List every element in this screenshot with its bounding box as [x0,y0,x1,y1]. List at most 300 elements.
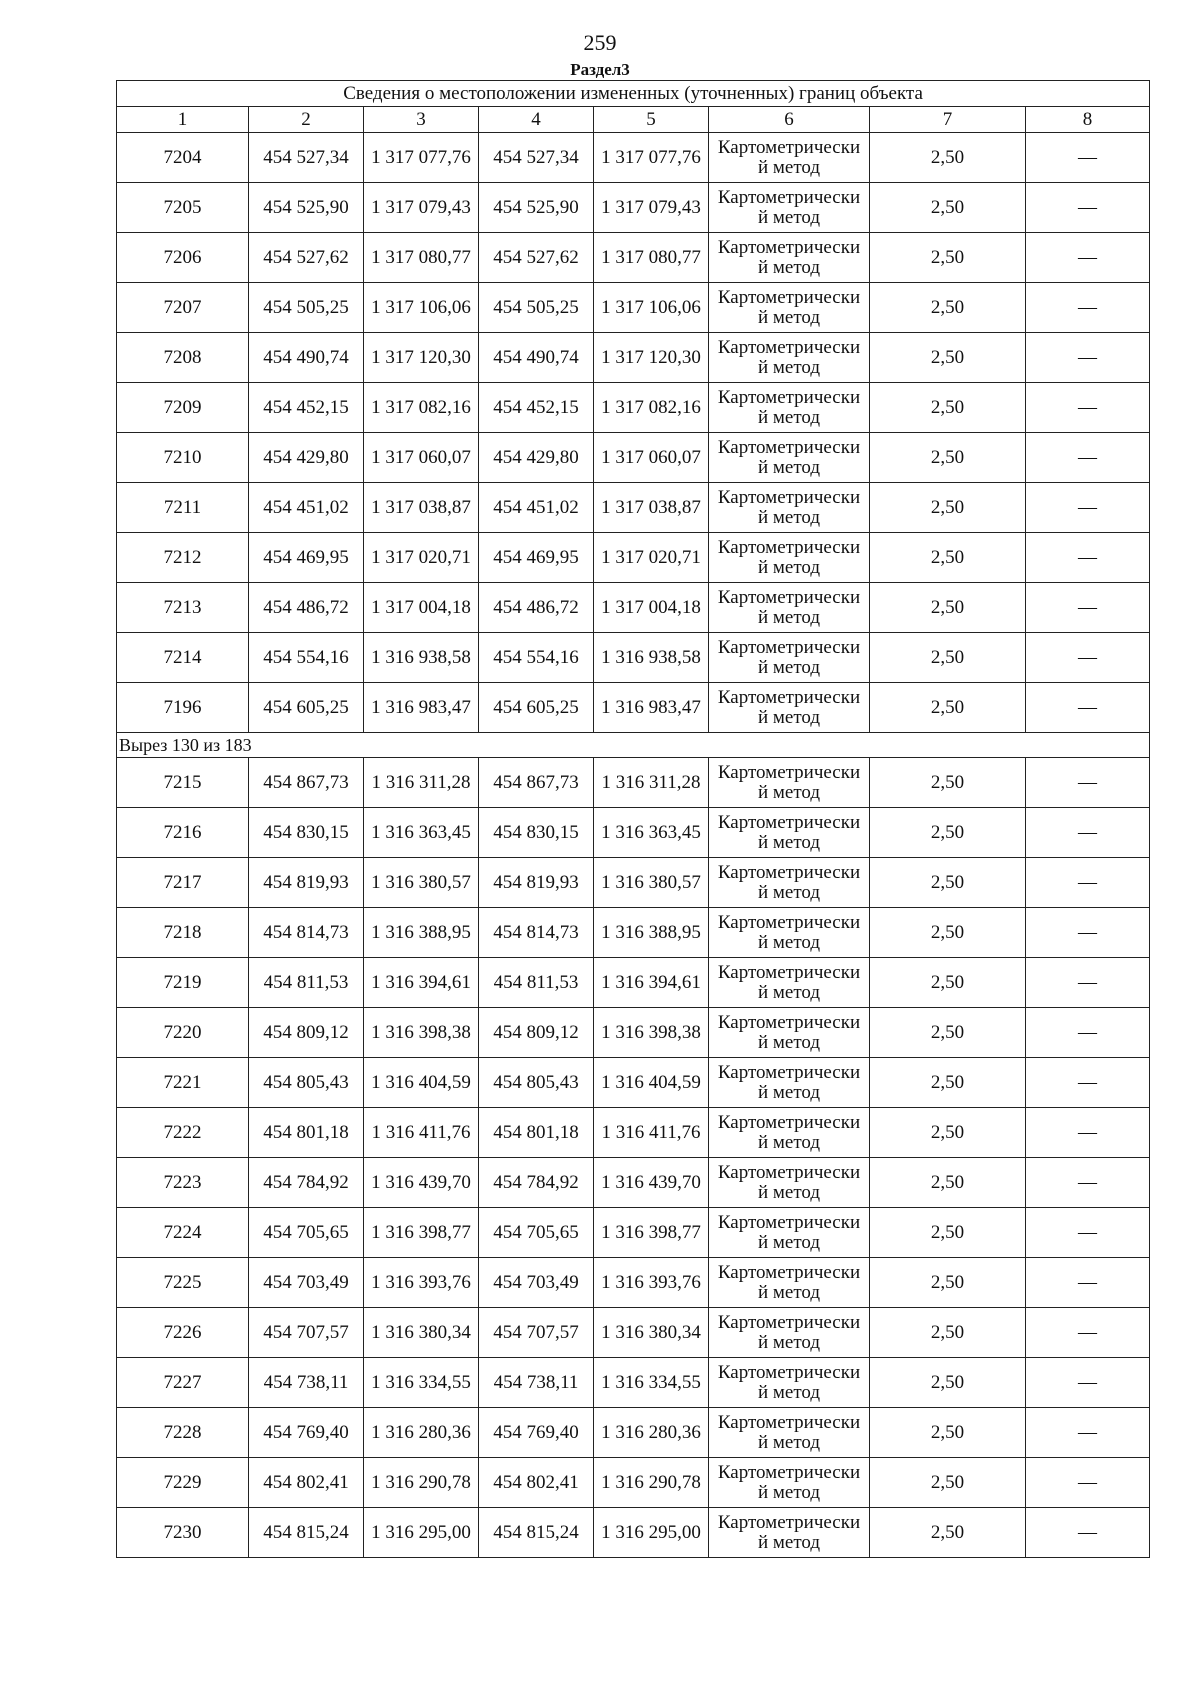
x-old-cell: 454 527,34 [249,133,364,183]
accuracy-cell: 2,50 [870,958,1026,1008]
method-line-1: Картометрически [717,1411,861,1433]
point-number-cell: 7216 [117,808,249,858]
point-number-cell: 7212 [117,533,249,583]
table-row [117,1008,1150,1058]
accuracy-cell: 2,50 [870,1158,1026,1208]
table-row [117,383,1150,433]
x-old-cell: 454 801,18 [249,1108,364,1158]
point-number-cell: 7210 [117,433,249,483]
x-old-cell: 454 819,93 [249,858,364,908]
y-old-cell: 1 316 398,77 [364,1208,479,1258]
table-row [117,1508,1150,1558]
y-new-cell: 1 317 082,16 [594,383,709,433]
method-line-1: Картометрически [717,286,861,308]
point-number-cell: 7209 [117,383,249,433]
x-new-cell: 454 814,73 [479,908,594,958]
x-old-cell: 454 451,02 [249,483,364,533]
y-old-cell: 1 317 060,07 [364,433,479,483]
method-line-2: й метод [757,206,821,228]
accuracy-cell: 2,50 [870,808,1026,858]
description-cell: — [1026,1058,1150,1108]
method-line-1: Картометрически [717,1011,861,1033]
y-old-cell: 1 316 393,76 [364,1258,479,1308]
point-number-cell: 7208 [117,333,249,383]
x-new-cell: 454 527,62 [479,233,594,283]
x-new-cell: 454 505,25 [479,283,594,333]
method-line-2: й метод [757,1431,821,1453]
point-number-cell: 7229 [117,1458,249,1508]
x-new-cell: 454 769,40 [479,1408,594,1458]
method-line-1: Картометрически [717,1161,861,1183]
accuracy-cell: 2,50 [870,1308,1026,1358]
x-new-cell: 454 527,34 [479,133,594,183]
table-row [117,908,1150,958]
method-line-1: Картометрически [717,861,861,883]
method-line-1: Картометрически [717,1261,861,1283]
y-old-cell: 1 316 363,45 [364,808,479,858]
accuracy-cell: 2,50 [870,183,1026,233]
method-cell [709,483,870,533]
accuracy-cell: 2,50 [870,583,1026,633]
x-old-cell: 454 809,12 [249,1008,364,1058]
method-line-2: й метод [757,306,821,328]
column-header-6: 6 [709,107,870,133]
description-cell: — [1026,383,1150,433]
y-old-cell: 1 317 077,76 [364,133,479,183]
y-new-cell: 1 316 404,59 [594,1058,709,1108]
method-line-2: й метод [757,506,821,528]
column-header-8: 8 [1026,107,1150,133]
point-number-cell: 7223 [117,1158,249,1208]
method-line-1: Картометрически [717,236,861,258]
x-old-cell: 454 705,65 [249,1208,364,1258]
method-line-2: й метод [757,406,821,428]
description-cell: — [1026,533,1150,583]
y-old-cell: 1 316 398,38 [364,1008,479,1058]
point-number-cell: 7226 [117,1308,249,1358]
table-row [117,1158,1150,1208]
accuracy-cell: 2,50 [870,683,1026,733]
section-title: Раздел3 [570,60,630,79]
y-old-cell: 1 316 938,58 [364,633,479,683]
accuracy-cell: 2,50 [870,1458,1026,1508]
x-old-cell: 454 527,62 [249,233,364,283]
x-old-cell: 454 605,25 [249,683,364,733]
x-old-cell: 454 505,25 [249,283,364,333]
method-line-1: Картометрически [717,186,861,208]
y-old-cell: 1 316 311,28 [364,758,479,808]
y-new-cell: 1 316 394,61 [594,958,709,1008]
y-old-cell: 1 316 380,57 [364,858,479,908]
accuracy-cell: 2,50 [870,1058,1026,1108]
y-new-cell: 1 317 106,06 [594,283,709,333]
x-new-cell: 454 819,93 [479,858,594,908]
method-line-2: й метод [757,356,821,378]
point-number-cell: 7204 [117,133,249,183]
method-line-2: й метод [757,156,821,178]
method-line-1: Картометрически [717,1211,861,1233]
method-line-1: Картометрически [717,486,861,508]
method-cell [709,1458,870,1508]
table-body [117,133,1150,1558]
x-old-cell: 454 429,80 [249,433,364,483]
description-cell: — [1026,958,1150,1008]
y-old-cell: 1 316 380,34 [364,1308,479,1358]
column-header-row [117,107,1150,133]
x-new-cell: 454 801,18 [479,1108,594,1158]
y-new-cell: 1 317 004,18 [594,583,709,633]
x-new-cell: 454 809,12 [479,1008,594,1058]
method-cell [709,283,870,333]
x-old-cell: 454 452,15 [249,383,364,433]
y-new-cell: 1 316 334,55 [594,1358,709,1408]
y-old-cell: 1 316 334,55 [364,1358,479,1408]
description-cell: — [1026,583,1150,633]
table-row [117,1408,1150,1458]
table-row [117,683,1150,733]
cutout-label-row [117,733,1150,758]
method-line-2: й метод [757,606,821,628]
table-row [117,483,1150,533]
point-number-cell: 7225 [117,1258,249,1308]
description-cell: — [1026,433,1150,483]
y-new-cell: 1 316 439,70 [594,1158,709,1208]
y-new-cell: 1 317 080,77 [594,233,709,283]
method-line-1: Картометрически [717,811,861,833]
coordinates-table [116,80,1150,1558]
method-cell [709,1508,870,1558]
x-new-cell: 454 738,11 [479,1358,594,1408]
method-cell [709,1208,870,1258]
method-line-1: Картометрически [717,536,861,558]
method-cell [709,1008,870,1058]
method-cell [709,908,870,958]
y-old-cell: 1 316 394,61 [364,958,479,1008]
method-cell [709,1408,870,1458]
x-new-cell: 454 811,53 [479,958,594,1008]
y-old-cell: 1 317 082,16 [364,383,479,433]
accuracy-cell: 2,50 [870,1358,1026,1408]
method-line-2: й метод [757,256,821,278]
method-line-2: й метод [757,656,821,678]
method-line-2: й метод [757,1131,821,1153]
table-row [117,858,1150,908]
method-line-1: Картометрически [717,1111,861,1133]
table-row [117,758,1150,808]
x-old-cell: 454 525,90 [249,183,364,233]
y-old-cell: 1 316 439,70 [364,1158,479,1208]
accuracy-cell: 2,50 [870,1408,1026,1458]
description-cell: — [1026,1158,1150,1208]
x-new-cell: 454 707,57 [479,1308,594,1358]
table-row [117,808,1150,858]
x-old-cell: 454 486,72 [249,583,364,633]
method-line-2: й метод [757,1281,821,1303]
y-new-cell: 1 317 120,30 [594,333,709,383]
table-title: Сведения о местоположении измененных (уточненных) границ объекта [117,81,1150,107]
y-old-cell: 1 316 983,47 [364,683,479,733]
y-new-cell: 1 316 295,00 [594,1508,709,1558]
method-line-1: Картометрически [717,636,861,658]
method-cell [709,533,870,583]
method-cell [709,1108,870,1158]
description-cell: — [1026,758,1150,808]
table-row [117,633,1150,683]
description-cell: — [1026,1108,1150,1158]
accuracy-cell: 2,50 [870,133,1026,183]
table-row [117,433,1150,483]
method-line-2: й метод [757,456,821,478]
table-row [117,233,1150,283]
x-new-cell: 454 830,15 [479,808,594,858]
accuracy-cell: 2,50 [870,908,1026,958]
point-number-cell: 7219 [117,958,249,1008]
y-new-cell: 1 316 363,45 [594,808,709,858]
x-new-cell: 454 705,65 [479,1208,594,1258]
y-old-cell: 1 316 411,76 [364,1108,479,1158]
method-cell [709,1258,870,1308]
x-old-cell: 454 707,57 [249,1308,364,1358]
method-cell [709,1308,870,1358]
point-number-cell: 7214 [117,633,249,683]
y-new-cell: 1 317 077,76 [594,133,709,183]
y-new-cell: 1 317 038,87 [594,483,709,533]
x-new-cell: 454 452,15 [479,383,594,433]
method-cell [709,433,870,483]
y-old-cell: 1 317 004,18 [364,583,479,633]
description-cell: — [1026,133,1150,183]
method-line-1: Картометрически [717,1461,861,1483]
method-line-1: Картометрически [717,436,861,458]
accuracy-cell: 2,50 [870,1008,1026,1058]
method-line-2: й метод [757,881,821,903]
method-line-1: Картометрически [717,386,861,408]
method-cell [709,758,870,808]
y-new-cell: 1 316 388,95 [594,908,709,958]
x-old-cell: 454 703,49 [249,1258,364,1308]
method-line-2: й метод [757,931,821,953]
description-cell: — [1026,1308,1150,1358]
table-row [117,533,1150,583]
accuracy-cell: 2,50 [870,1208,1026,1258]
accuracy-cell: 2,50 [870,633,1026,683]
method-line-1: Картометрически [717,1311,861,1333]
accuracy-cell: 2,50 [870,1508,1026,1558]
table-row [117,958,1150,1008]
accuracy-cell: 2,50 [870,233,1026,283]
description-cell: — [1026,183,1150,233]
method-cell [709,333,870,383]
y-old-cell: 1 317 120,30 [364,333,479,383]
y-old-cell: 1 316 295,00 [364,1508,479,1558]
y-new-cell: 1 316 938,58 [594,633,709,683]
description-cell: — [1026,1508,1150,1558]
point-number-cell: 7213 [117,583,249,633]
x-old-cell: 454 867,73 [249,758,364,808]
description-cell: — [1026,1258,1150,1308]
method-line-2: й метод [757,1381,821,1403]
y-old-cell: 1 317 079,43 [364,183,479,233]
point-number-cell: 7205 [117,183,249,233]
x-new-cell: 454 525,90 [479,183,594,233]
x-new-cell: 454 784,92 [479,1158,594,1208]
method-cell [709,133,870,183]
table-row [117,1058,1150,1108]
y-new-cell: 1 317 020,71 [594,533,709,583]
column-header-1: 1 [117,107,249,133]
method-line-2: й метод [757,1481,821,1503]
description-cell: — [1026,908,1150,958]
x-new-cell: 454 805,43 [479,1058,594,1108]
method-line-1: Картометрически [717,1511,861,1533]
table-row [117,283,1150,333]
method-cell [709,858,870,908]
point-number-cell: 7217 [117,858,249,908]
description-cell: — [1026,808,1150,858]
method-cell [709,233,870,283]
description-cell: — [1026,233,1150,283]
y-old-cell: 1 316 280,36 [364,1408,479,1458]
accuracy-cell: 2,50 [870,383,1026,433]
description-cell: — [1026,1008,1150,1058]
description-cell: — [1026,283,1150,333]
y-new-cell: 1 316 411,76 [594,1108,709,1158]
point-number-cell: 7221 [117,1058,249,1108]
table-row [117,183,1150,233]
table-row [117,1308,1150,1358]
y-new-cell: 1 317 060,07 [594,433,709,483]
point-number-cell: 7207 [117,283,249,333]
column-header-3: 3 [364,107,479,133]
method-cell [709,183,870,233]
description-cell: — [1026,633,1150,683]
x-new-cell: 454 469,95 [479,533,594,583]
method-line-2: й метод [757,981,821,1003]
method-line-1: Картометрически [717,136,861,158]
point-number-cell: 7218 [117,908,249,958]
method-line-2: й метод [757,1231,821,1253]
y-old-cell: 1 317 080,77 [364,233,479,283]
method-line-1: Картометрически [717,336,861,358]
table-row [117,1108,1150,1158]
method-line-2: й метод [757,1181,821,1203]
point-number-cell: 7196 [117,683,249,733]
point-number-cell: 7230 [117,1508,249,1558]
y-new-cell: 1 316 983,47 [594,683,709,733]
x-new-cell: 454 490,74 [479,333,594,383]
method-cell [709,1058,870,1108]
y-new-cell: 1 316 380,34 [594,1308,709,1358]
y-old-cell: 1 317 020,71 [364,533,479,583]
point-number-cell: 7224 [117,1208,249,1258]
x-old-cell: 454 784,92 [249,1158,364,1208]
method-line-2: й метод [757,781,821,803]
description-cell: — [1026,483,1150,533]
method-line-2: й метод [757,831,821,853]
method-line-1: Картометрически [717,686,861,708]
table-row [117,1258,1150,1308]
table-row [117,133,1150,183]
description-cell: — [1026,333,1150,383]
method-line-1: Картометрически [717,961,861,983]
description-cell: — [1026,683,1150,733]
description-cell: — [1026,1408,1150,1458]
x-new-cell: 454 703,49 [479,1258,594,1308]
accuracy-cell: 2,50 [870,758,1026,808]
y-new-cell: 1 316 311,28 [594,758,709,808]
column-header-2: 2 [249,107,364,133]
point-number-cell: 7228 [117,1408,249,1458]
y-old-cell: 1 316 404,59 [364,1058,479,1108]
y-old-cell: 1 316 388,95 [364,908,479,958]
accuracy-cell: 2,50 [870,533,1026,583]
method-line-1: Картометрически [717,911,861,933]
point-number-cell: 7220 [117,1008,249,1058]
y-new-cell: 1 316 290,78 [594,1458,709,1508]
x-old-cell: 454 490,74 [249,333,364,383]
method-line-2: й метод [757,1031,821,1053]
x-old-cell: 454 469,95 [249,533,364,583]
accuracy-cell: 2,50 [870,483,1026,533]
method-line-1: Картометрически [717,1361,861,1383]
table-row [117,1458,1150,1508]
method-line-2: й метод [757,1331,821,1353]
y-new-cell: 1 316 380,57 [594,858,709,908]
x-new-cell: 454 867,73 [479,758,594,808]
y-new-cell: 1 316 398,77 [594,1208,709,1258]
description-cell: — [1026,1458,1150,1508]
method-line-1: Картометрически [717,761,861,783]
x-old-cell: 454 769,40 [249,1408,364,1458]
column-header-4: 4 [479,107,594,133]
x-old-cell: 454 805,43 [249,1058,364,1108]
point-number-cell: 7211 [117,483,249,533]
method-line-1: Картометрически [717,586,861,608]
x-new-cell: 454 802,41 [479,1458,594,1508]
accuracy-cell: 2,50 [870,858,1026,908]
point-number-cell: 7227 [117,1358,249,1408]
table-row [117,333,1150,383]
accuracy-cell: 2,50 [870,1258,1026,1308]
y-new-cell: 1 317 079,43 [594,183,709,233]
method-line-1: Картометрически [717,1061,861,1083]
method-cell [709,958,870,1008]
method-cell [709,1158,870,1208]
accuracy-cell: 2,50 [870,1108,1026,1158]
description-cell: — [1026,858,1150,908]
method-line-2: й метод [757,556,821,578]
method-cell [709,383,870,433]
accuracy-cell: 2,50 [870,283,1026,333]
x-new-cell: 454 429,80 [479,433,594,483]
x-new-cell: 454 815,24 [479,1508,594,1558]
method-cell [709,633,870,683]
table-row [117,583,1150,633]
y-old-cell: 1 317 038,87 [364,483,479,533]
accuracy-cell: 2,50 [870,333,1026,383]
accuracy-cell: 2,50 [870,433,1026,483]
point-number-cell: 7215 [117,758,249,808]
table-row [117,1208,1150,1258]
x-old-cell: 454 738,11 [249,1358,364,1408]
x-new-cell: 454 554,16 [479,633,594,683]
x-old-cell: 454 554,16 [249,633,364,683]
method-cell [709,583,870,633]
cutout-label: Вырез 130 из 183 [117,733,1150,758]
description-cell: — [1026,1358,1150,1408]
x-old-cell: 454 815,24 [249,1508,364,1558]
column-header-7: 7 [870,107,1026,133]
